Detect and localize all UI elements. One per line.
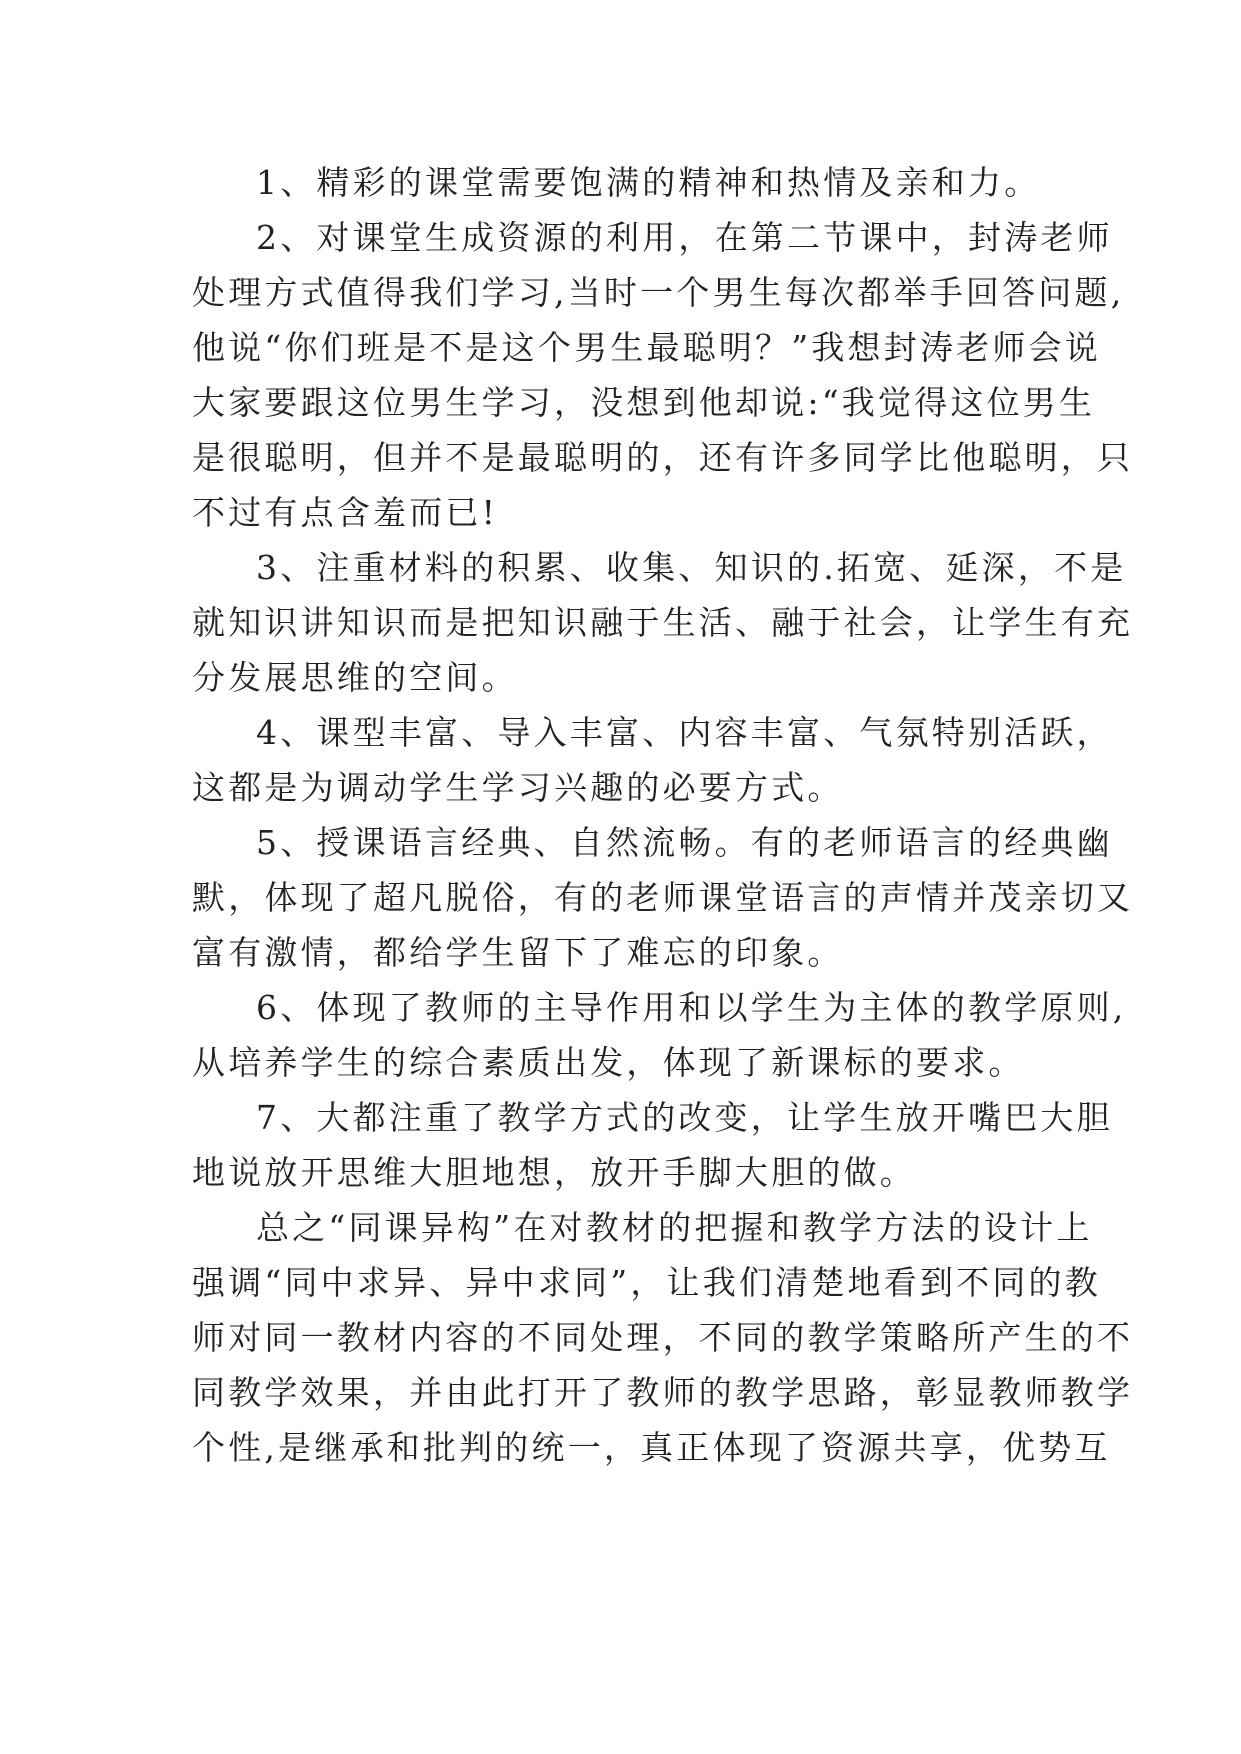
text-line: 5、授课语言经典、自然流畅。有的老师语言的经典幽 bbox=[256, 823, 1113, 862]
text-line: 总之“同课异构”在对教材的把握和教学方法的设计上 bbox=[256, 1208, 1093, 1247]
text-line: 4、课型丰富、导入丰富、内容丰富、气氛特别活跃， bbox=[256, 713, 1113, 752]
text-line: 个性,是继承和批判的统一，真正体现了资源共享，优势互 bbox=[192, 1428, 1111, 1467]
text-line: 7、大都注重了教学方式的改变，让学生放开嘴巴大胆 bbox=[256, 1098, 1113, 1137]
text-line: 处理方式值得我们学习,当时一个男生每次都举手回答问题, bbox=[192, 273, 1125, 312]
text-line: 2、对课堂生成资源的利用，在第二节课中，封涛老师 bbox=[256, 218, 1113, 257]
text-line: 分发展思维的空间。 bbox=[192, 658, 518, 697]
text-line: 6、体现了教师的主导作用和以学生为主体的教学原则, bbox=[256, 988, 1127, 1027]
text-line: 强调“同中求异、异中求同”，让我们清楚地看到不同的教 bbox=[192, 1263, 1101, 1302]
text-line: 大家要跟这位男生学习，没想到他却说:“我觉得这位男生 bbox=[192, 383, 1096, 422]
text-line: 地说放开思维大胆地想，放开手脚大胆的做。 bbox=[192, 1153, 916, 1192]
text-line: 他说“你们班是不是这个男生最聪明？”我想封涛老师会说 bbox=[192, 328, 1101, 367]
text-line: 是很聪明，但并不是最聪明的，还有许多同学比他聪明，只 bbox=[192, 438, 1134, 477]
text-line: 默，体现了超凡脱俗，有的老师课堂语言的声情并茂亲切又 bbox=[192, 878, 1134, 917]
text-line: 就知识讲知识而是把知识融于生活、融于社会，让学生有充 bbox=[192, 603, 1134, 642]
text-line: 同教学效果，并由此打开了教师的教学思路，彰显教师教学 bbox=[192, 1373, 1134, 1412]
text-line: 3、注重材料的积累、收集、知识的.拓宽、延深，不是 bbox=[256, 548, 1127, 587]
text-line: 这都是为调动学生学习兴趣的必要方式。 bbox=[192, 768, 844, 807]
text-line: 不过有点含羞而已! bbox=[192, 493, 499, 532]
text-line: 从培养学生的综合素质出发，体现了新课标的要求。 bbox=[192, 1043, 1025, 1082]
text-line: 师对同一教材内容的不同处理，不同的教学策略所产生的不 bbox=[192, 1318, 1134, 1357]
text-line: 1、精彩的课堂需要饱满的精神和热情及亲和力。 bbox=[256, 163, 1041, 202]
text-line: 富有激情，都给学生留下了难忘的印象。 bbox=[192, 933, 844, 972]
